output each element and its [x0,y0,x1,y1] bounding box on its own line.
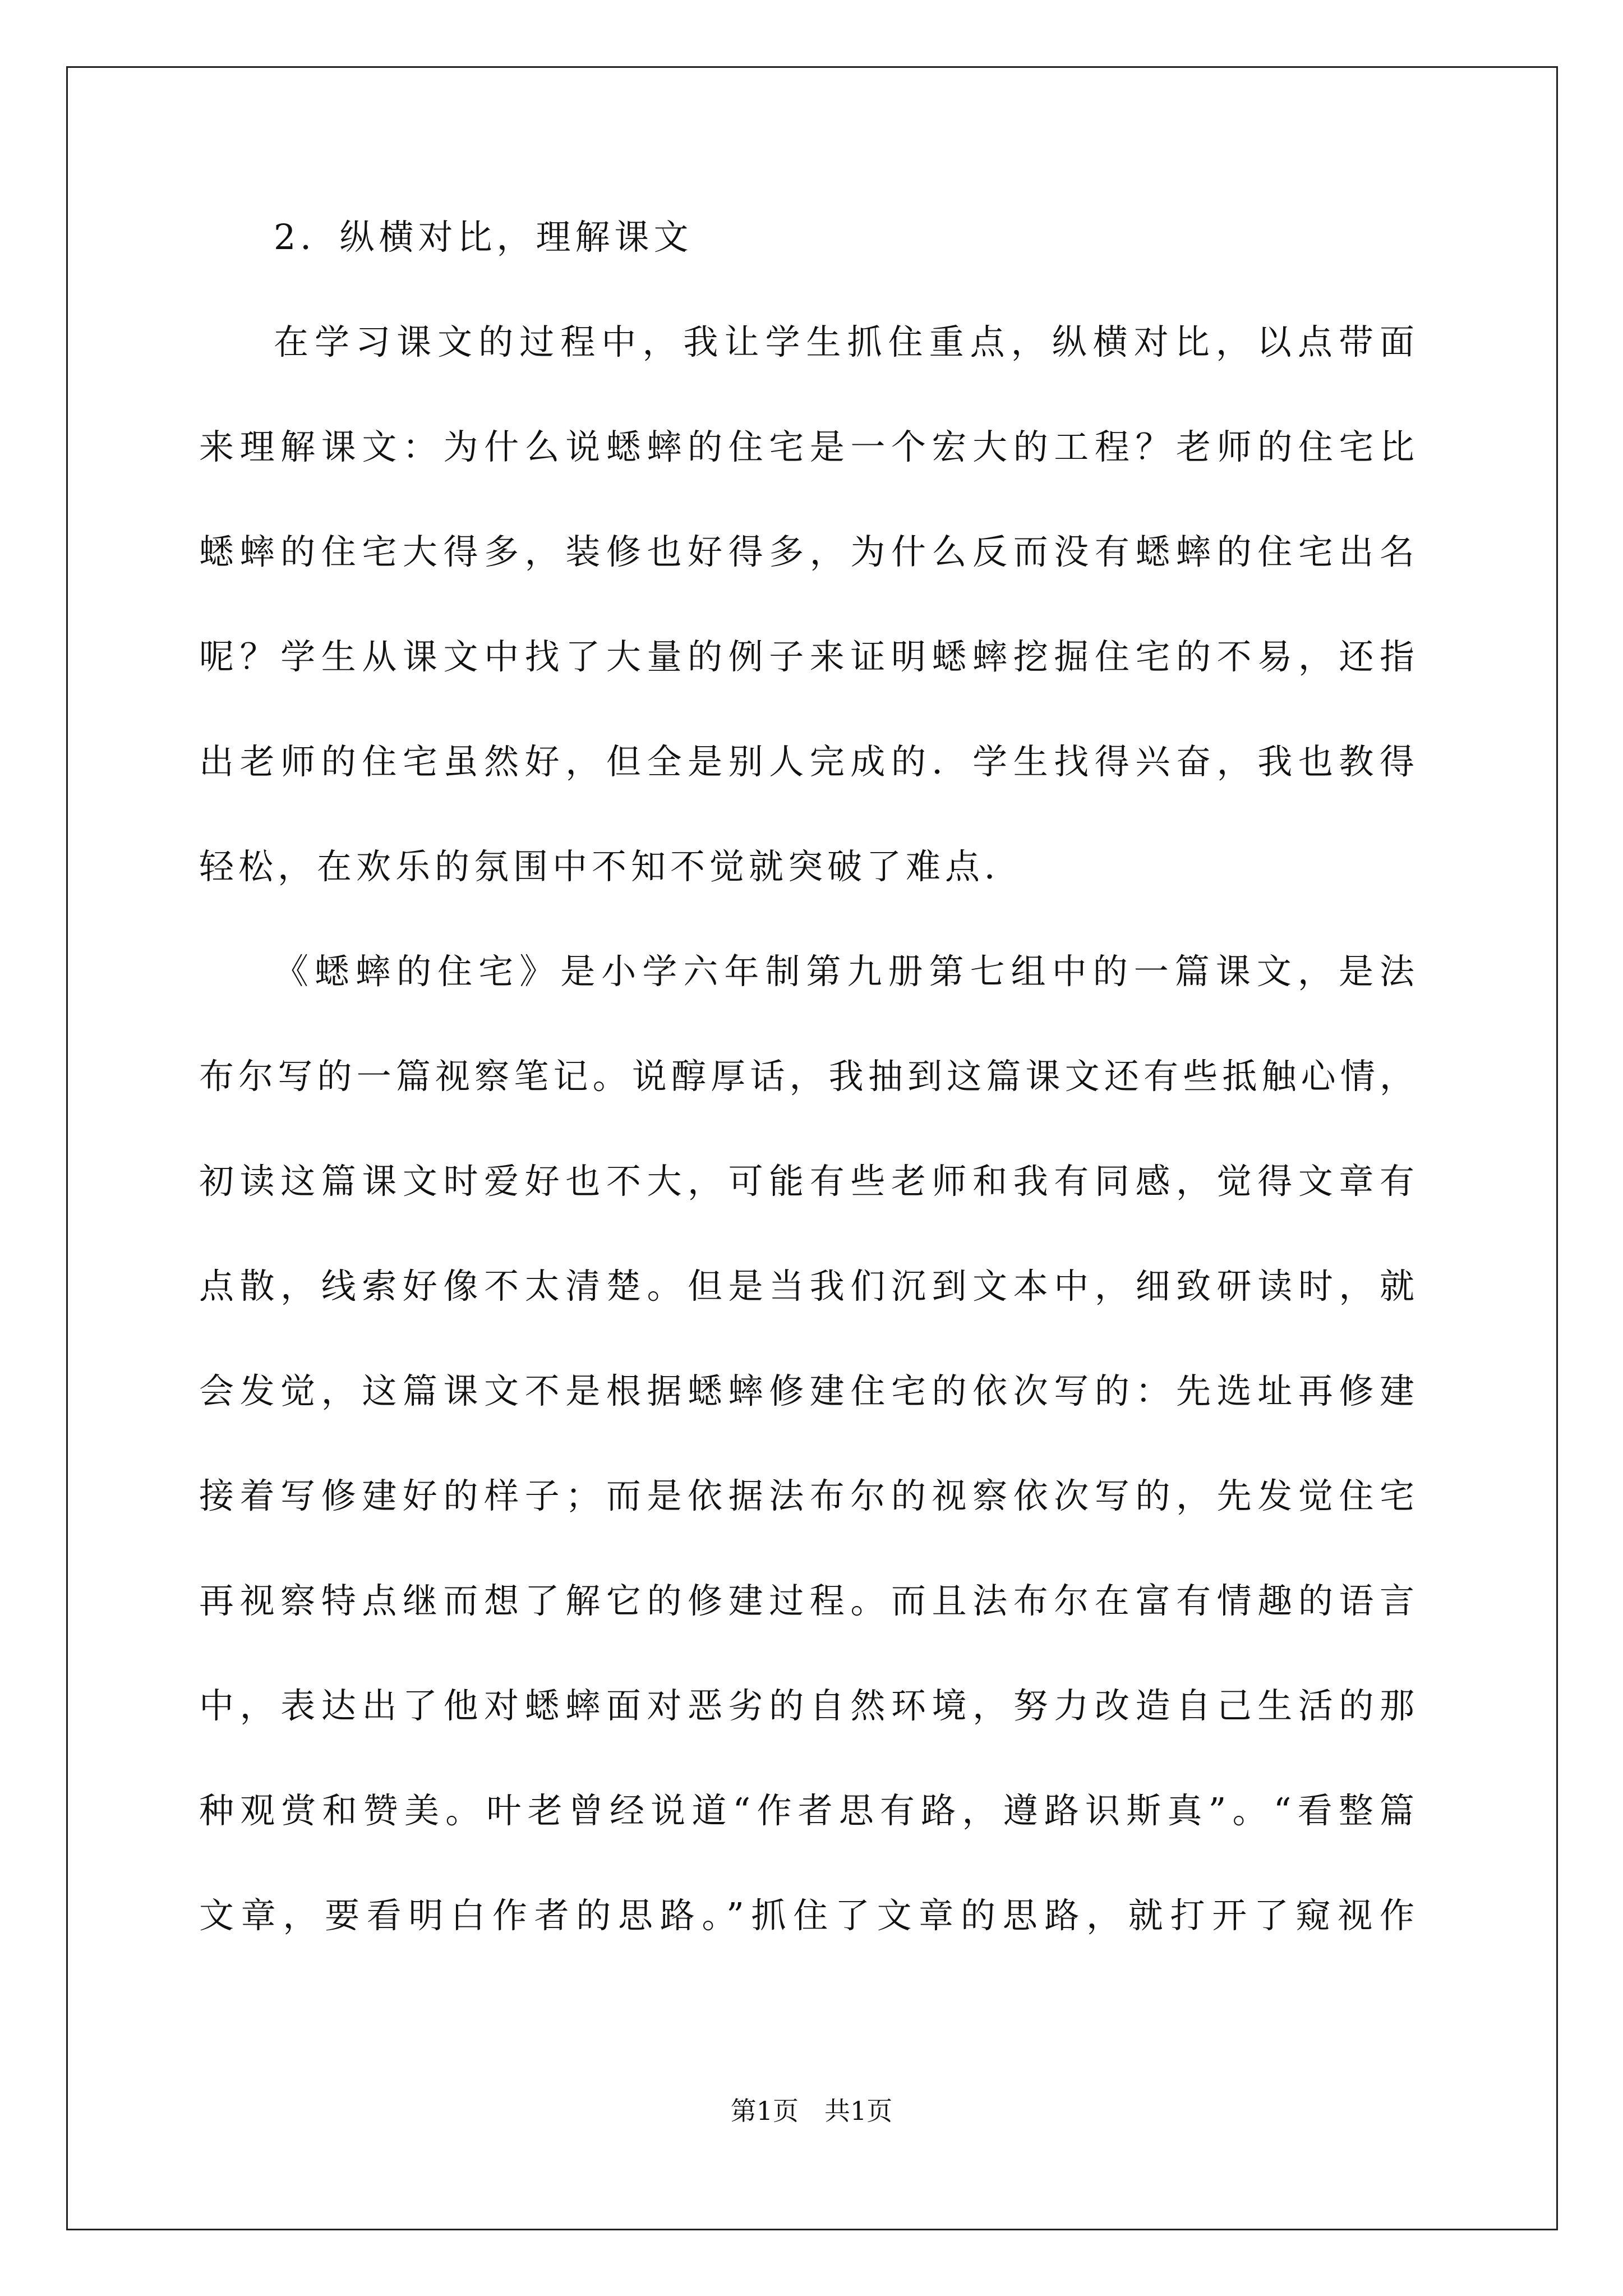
paragraph-line: 文章，要看明白作者的思路。”抓住了文章的思路，就打开了窥视作 [199,1895,1419,1936]
paragraph-line: 种观赏和赞美。叶老曾经说道“作者思有路，遵路识斯真”。“看整篇 [199,1790,1419,1831]
paragraph-line: 《蟋蟀的住宅》是小学六年制第九册第七组中的一篇课文，是法 [274,951,1419,992]
paragraph-line: 会发觉，这篇课文不是根据蟋蟀修建住宅的依次写的：先选址再修建 [199,1370,1419,1411]
paragraph-line: 再视察特点继而想了解它的修建过程。而且法布尔在富有情趣的语言 [199,1580,1419,1621]
paragraph-2 [199,951,1419,1936]
paragraph-line: 来理解课文：为什么说蟋蟀的住宅是一个宏大的工程？老师的住宅比 [199,426,1419,467]
paragraph-line: 初读这篇课文时爱好也不大，可能有些老师和我有同感，觉得文章有 [199,1161,1419,1202]
paragraph-1 [199,321,1419,887]
paragraph-line: 点散，线索好像不太清楚。但是当我们沉到文本中，细致研读时，就 [199,1266,1419,1306]
section-heading: 2．纵横对比，理解课文 [274,217,693,257]
paragraph-line: 蟋蟀的住宅大得多，装修也好得多，为什么反而没有蟋蟀的住宅出名 [199,531,1419,572]
paragraph-line: 呢？学生从课文中找了大量的例子来证明蟋蟀挖掘住宅的不易，还指 [199,636,1419,677]
paragraph-line: 接着写修建好的样子；而是依据法布尔的视察依次写的，先发觉住宅 [199,1475,1419,1516]
paragraph-line: 在学习课文的过程中，我让学生抓住重点，纵横对比，以点带面 [274,321,1419,362]
page-footer: 第1页 共1页 [730,2096,893,2126]
paragraph-line: 出老师的住宅虽然好，但全是别人完成的．学生找得兴奋，我也教得 [199,741,1419,782]
paragraph-line: 布尔写的一篇视察笔记。说醇厚话，我抽到这篇课文还有些抵触心情， [199,1056,1419,1097]
document-body [199,217,1419,2003]
paragraph-line: 轻松，在欢乐的氛围中不知不觉就突破了难点． [199,846,1024,887]
paragraph-line: 中，表达出了他对蟋蟀面对恶劣的自然环境，努力改造自己生活的那 [199,1685,1419,1726]
